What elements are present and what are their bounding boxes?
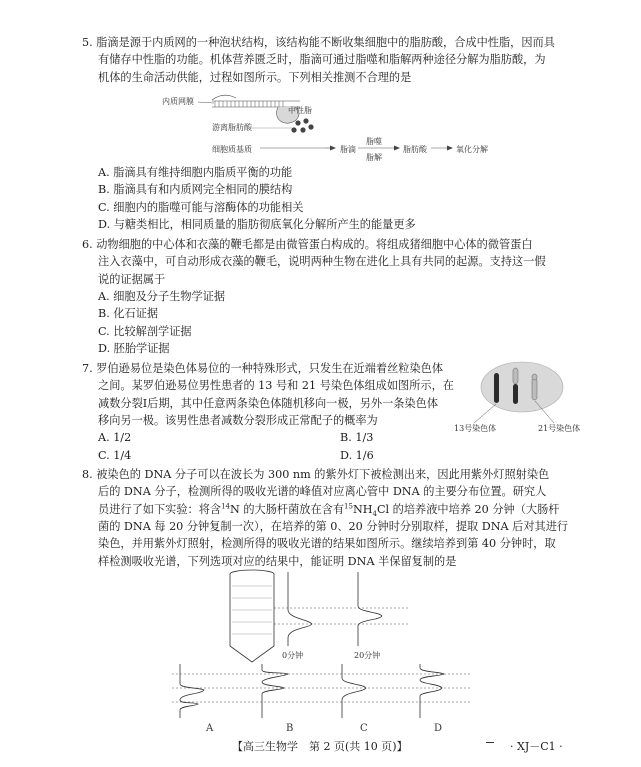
free-fatty-acid-label: 游离脂肪酸 xyxy=(212,123,252,132)
footer-page-info: 【高三生物学 第 2 页(共 10 页)】 xyxy=(232,740,408,753)
q5-option-b[interactable]: B. 脂滴具有和内质网完全相同的膜结构 xyxy=(98,183,293,197)
spectrum-option-c xyxy=(342,664,366,718)
q6-option-c[interactable]: C. 比较解剖学证据 xyxy=(98,324,192,338)
q7-option-d[interactable]: D. 1/6 xyxy=(340,448,374,462)
q7-stem-line-4: 移向另一极。该男性患者减数分裂形成正常配子的概率为 xyxy=(98,414,378,428)
q6-stem-line-3: 说的证据属于 xyxy=(98,272,166,286)
q8-line3-part-c: NH xyxy=(352,502,373,516)
chromosome-13-normal xyxy=(494,373,499,403)
q7-chromosome-figure xyxy=(452,360,592,434)
question-8 xyxy=(82,466,582,570)
question-5 xyxy=(82,34,582,86)
q8-line3-part-a: 员进行了如下实验：将含 xyxy=(98,502,222,516)
spectrum-option-a xyxy=(180,664,204,718)
q7-options-row-2 xyxy=(82,447,582,464)
er-membrane xyxy=(212,95,300,107)
q7-option-a[interactable]: A. 1/2 xyxy=(98,431,132,445)
q5-stem-line-1: 5. 脂滴是源于内质网的一种泡状结构，该结构能不断收集细胞中的脂肪酸，合成中性脂，因而具 xyxy=(82,36,555,49)
chr13-label: 13号染色体 xyxy=(454,424,497,433)
choice-label-b[interactable]: B xyxy=(286,723,294,734)
q6-option-b[interactable]: B. 化石证据 xyxy=(98,307,159,321)
q8-stem-line-2: 后的 DNA 分子，检测所得的吸收光谱的峰值对应离心管中 DNA 的主要分布位置。研究人 xyxy=(98,485,547,499)
spectrum-20min xyxy=(358,572,382,646)
q5-option-c[interactable]: C. 细胞内的脂噬可能与溶酶体的功能相关 xyxy=(98,200,304,214)
q6-stem-line-2: 注入衣藻中，可自动形成衣藻的鞭毛，说明两种生物在进化上具有共同的起源。支持这一假 xyxy=(98,255,546,269)
er-membrane-lipids xyxy=(215,101,283,107)
choice-label-c[interactable]: C xyxy=(360,723,368,734)
q5-lipid-droplet-figure xyxy=(160,90,530,166)
q7-option-c[interactable]: C. 1/4 xyxy=(98,448,132,462)
q8-line3-part-d: Cl 的培养液中培养 20 分钟（大肠杆 xyxy=(376,502,560,516)
spectrum-option-d xyxy=(420,664,444,718)
footer-dash xyxy=(486,742,494,743)
chromosome-21-normal xyxy=(532,374,537,400)
oxidation-node: 氧化分解 xyxy=(456,145,488,154)
q6-option-d[interactable]: D. 胚胎学证据 xyxy=(98,342,170,356)
q8-stem-line-1: 8. 被染色的 DNA 分子可以在波长为 300 nm 的紫外灯下被检测出来，因此用紫外灯照射染色 xyxy=(82,468,550,481)
q8-isotope-14: 14 xyxy=(221,501,230,510)
q5-stem-line-2: 有储存中性脂的功能。机体营养匮乏时，脂滴可通过脂噬和脂解两种途径分解为脂肪酸，为 xyxy=(98,53,546,67)
choice-label-a[interactable]: A xyxy=(206,723,214,734)
lipophagy-label: 脂噬 xyxy=(366,137,382,146)
q5-option-a[interactable]: A. 脂滴具有维持细胞内脂质平衡的功能 xyxy=(98,166,293,179)
nucleus-outline xyxy=(481,362,563,412)
q8-subscript-4: 4 xyxy=(372,509,377,518)
q8-stem-line-3 xyxy=(82,501,582,518)
centrifuge-tube xyxy=(230,570,274,662)
lipolysis-label: 脂解 xyxy=(366,153,382,162)
label-20min: 20分钟 xyxy=(354,651,381,660)
q8-stem-line-4: 菌的 DNA 每 20 分钟复制一次），在培养的第 0、20 分钟时分别取样，提取 DNA 后对其进行 xyxy=(98,520,569,534)
q7-stem-line-2: 之间。某罗伯逊易位男性患者的 13 号和 21 号染色体组成如图所示，在 xyxy=(98,379,454,393)
q5-options xyxy=(82,164,582,233)
upper-reference-lines xyxy=(274,608,410,624)
q8-line3-part-b: N 的大肠杆菌放在含有 xyxy=(230,502,345,516)
lower-reference-lines xyxy=(172,674,470,702)
q8-stem-line-5: 染色，并用紫外灯照射，检测所得的吸收光谱的结果如图所示。继续培养到第 40 分钟时，取 xyxy=(98,537,556,551)
q5-stem-line-3: 机体的生命活动供能，过程如图所示。下列相关推测不合理的是 xyxy=(98,70,412,84)
q7-option-b[interactable]: B. 1/3 xyxy=(340,431,374,445)
q8-stem-line-6: 样检测吸收光谱，下列选项对应的结果中，能证明 DNA 半保留复制的是 xyxy=(98,554,457,568)
translocation-chromosome xyxy=(513,368,518,404)
chr21-label: 21号染色体 xyxy=(538,424,581,433)
q6-stem-line-1: 6. 动物细胞的中心体和衣藻的鞭毛都是由微管蛋白构成的。将组成猪细胞中心体的微管蛋白 xyxy=(82,238,533,251)
cytoplasm-matrix-label: 细胞质基质 xyxy=(212,145,252,154)
spectrum-0min xyxy=(288,572,312,646)
choice-label-d[interactable]: D xyxy=(434,723,443,734)
spectrum-option-b xyxy=(262,664,288,718)
lipid-droplet-node: 脂滴 xyxy=(340,145,356,154)
fatty-acid-node: 脂肪酸 xyxy=(403,145,427,154)
q6-option-a[interactable]: A. 细胞及分子生物学证据 xyxy=(98,290,226,304)
er-membrane-label: 内质网膜 xyxy=(162,97,194,106)
footer-code: · XJ－C1 · xyxy=(510,740,563,753)
q5-option-d[interactable]: D. 与糖类相比，相同质量的脂肪彻底氧化分解所产生的能量更多 xyxy=(98,218,416,232)
label-0min: 0分钟 xyxy=(282,651,304,660)
q7-stem-line-3: 减数分裂Ⅰ后期，其中任意两条染色体随机移向一极，另外一条染色体 xyxy=(98,396,439,410)
q8-centrifuge-figure xyxy=(170,566,500,736)
question-6 xyxy=(82,236,582,358)
neutral-fat-label: 中性脂 xyxy=(288,106,312,115)
q8-isotope-15: 15 xyxy=(344,501,353,510)
q7-stem-line-1: 7. 罗伯逊易位是染色体易位的一种特殊形式，只发生在近端着丝粒染色体 xyxy=(82,362,444,375)
